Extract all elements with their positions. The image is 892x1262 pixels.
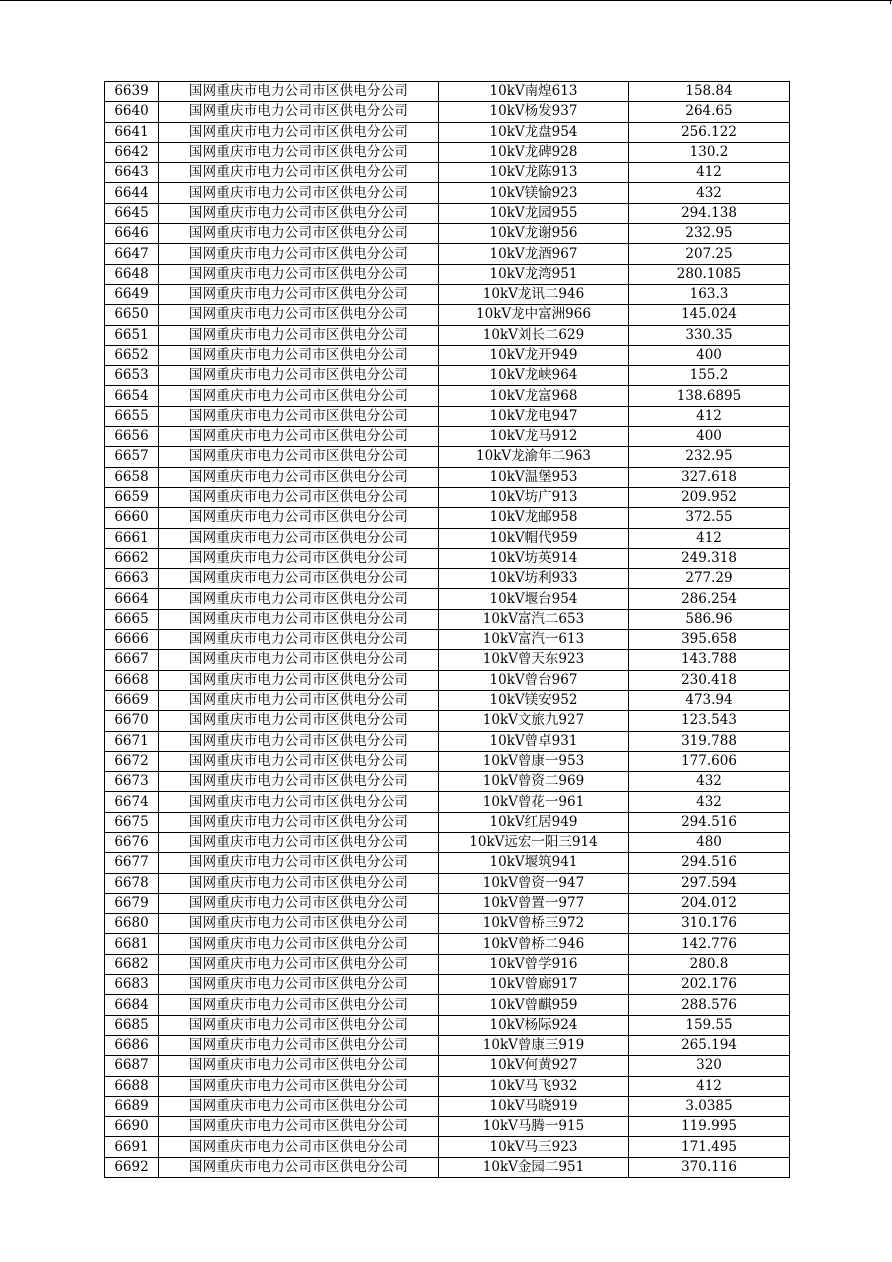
row-line-cell: 10kV坊广913 [439,487,629,507]
row-company-cell: 国网重庆市电力公司市区供电分公司 [159,82,439,102]
row-company-cell: 国网重庆市电力公司市区供电分公司 [159,366,439,386]
row-value-cell: 145.024 [629,305,790,325]
row-company-cell: 国网重庆市电力公司市区供电分公司 [159,812,439,832]
row-line-cell: 10kV龙邮958 [439,508,629,528]
table-row [105,325,790,345]
table-row [105,284,790,304]
row-value-cell: 232.95 [629,447,790,467]
table-row [105,995,790,1015]
row-line-cell: 10kV温堡953 [439,467,629,487]
row-line-cell: 10kV曾天东923 [439,650,629,670]
row-line-cell: 10kV曾廊917 [439,975,629,995]
table-row [105,589,790,609]
row-line-cell: 10kV曾花一961 [439,792,629,812]
row-id-cell: 6652 [105,345,159,365]
row-value-cell: 370.116 [629,1157,790,1177]
row-line-cell: 10kV曾学916 [439,954,629,974]
row-value-cell: 264.65 [629,102,790,122]
table-row [105,142,790,162]
row-company-cell: 国网重庆市电力公司市区供电分公司 [159,589,439,609]
row-id-cell: 6687 [105,1056,159,1076]
row-line-cell: 10kV远宏一阳三914 [439,832,629,852]
row-line-cell: 10kV何黄927 [439,1056,629,1076]
row-company-cell: 国网重庆市电力公司市区供电分公司 [159,832,439,852]
row-company-cell: 国网重庆市电力公司市区供电分公司 [159,427,439,447]
table-row [105,386,790,406]
row-line-cell: 10kV龙湾951 [439,264,629,284]
row-id-cell: 6678 [105,873,159,893]
row-value-cell: 294.138 [629,203,790,223]
row-id-cell: 6691 [105,1137,159,1157]
table-row [105,203,790,223]
row-id-cell: 6644 [105,183,159,203]
table-row [105,406,790,426]
row-id-cell: 6685 [105,1015,159,1035]
row-id-cell: 6647 [105,244,159,264]
row-value-cell: 119.995 [629,1117,790,1137]
row-id-cell: 6668 [105,670,159,690]
row-value-cell: 159.55 [629,1015,790,1035]
row-value-cell: 265.194 [629,1035,790,1055]
row-value-cell: 209.952 [629,487,790,507]
row-value-cell: 372.55 [629,508,790,528]
row-company-cell: 国网重庆市电力公司市区供电分公司 [159,203,439,223]
row-value-cell: 319.788 [629,731,790,751]
row-value-cell: 432 [629,772,790,792]
table-row [105,467,790,487]
row-company-cell: 国网重庆市电力公司市区供电分公司 [159,670,439,690]
row-id-cell: 6643 [105,163,159,183]
row-value-cell: 230.418 [629,670,790,690]
row-id-cell: 6666 [105,630,159,650]
table-row [105,1015,790,1035]
row-id-cell: 6657 [105,447,159,467]
row-company-cell: 国网重庆市电力公司市区供电分公司 [159,934,439,954]
row-value-cell: 277.29 [629,569,790,589]
row-id-cell: 6642 [105,142,159,162]
row-id-cell: 6661 [105,528,159,548]
table-row [105,772,790,792]
row-value-cell: 412 [629,163,790,183]
row-value-cell: 286.254 [629,589,790,609]
row-value-cell: 130.2 [629,142,790,162]
row-line-cell: 10kV曾桥三972 [439,914,629,934]
table-row [105,812,790,832]
row-value-cell: 280.1085 [629,264,790,284]
row-id-cell: 6641 [105,122,159,142]
row-line-cell: 10kV富汽二653 [439,609,629,629]
table-row [105,548,790,568]
row-line-cell: 10kV马腾一915 [439,1117,629,1137]
table-row [105,366,790,386]
row-line-cell: 10kV镁安952 [439,690,629,710]
table-row [105,122,790,142]
row-company-cell: 国网重庆市电力公司市区供电分公司 [159,467,439,487]
row-line-cell: 10kV杨发937 [439,102,629,122]
table-row [105,1137,790,1157]
row-line-cell: 10kV龙峡964 [439,366,629,386]
row-company-cell: 国网重庆市电力公司市区供电分公司 [159,954,439,974]
row-company-cell: 国网重庆市电力公司市区供电分公司 [159,995,439,1015]
table-row [105,832,790,852]
data-table [104,81,790,1178]
row-value-cell: 480 [629,832,790,852]
row-line-cell: 10kV龙富968 [439,386,629,406]
row-id-cell: 6653 [105,366,159,386]
row-line-cell: 10kV龙开949 [439,345,629,365]
row-value-cell: 412 [629,1076,790,1096]
row-line-cell: 10kV曾置一977 [439,893,629,913]
row-value-cell: 473.94 [629,690,790,710]
row-line-cell: 10kV曾麒959 [439,995,629,1015]
row-id-cell: 6650 [105,305,159,325]
row-id-cell: 6676 [105,832,159,852]
row-id-cell: 6683 [105,975,159,995]
row-company-cell: 国网重庆市电力公司市区供电分公司 [159,630,439,650]
table-row [105,1117,790,1137]
row-company-cell: 国网重庆市电力公司市区供电分公司 [159,325,439,345]
row-company-cell: 国网重庆市电力公司市区供电分公司 [159,873,439,893]
row-company-cell: 国网重庆市电力公司市区供电分公司 [159,284,439,304]
row-company-cell: 国网重庆市电力公司市区供电分公司 [159,163,439,183]
row-company-cell: 国网重庆市电力公司市区供电分公司 [159,975,439,995]
row-value-cell: 310.176 [629,914,790,934]
row-line-cell: 10kV龙电947 [439,406,629,426]
row-value-cell: 288.576 [629,995,790,1015]
table-row [105,82,790,102]
row-id-cell: 6680 [105,914,159,934]
row-id-cell: 6686 [105,1035,159,1055]
row-line-cell: 10kV曾台967 [439,670,629,690]
row-value-cell: 294.516 [629,812,790,832]
table-row [105,711,790,731]
row-value-cell: 395.658 [629,630,790,650]
row-value-cell: 163.3 [629,284,790,304]
row-value-cell: 412 [629,528,790,548]
row-company-cell: 国网重庆市电力公司市区供电分公司 [159,711,439,731]
row-value-cell: 320 [629,1056,790,1076]
row-line-cell: 10kV曾资二969 [439,772,629,792]
row-company-cell: 国网重庆市电力公司市区供电分公司 [159,569,439,589]
row-id-cell: 6658 [105,467,159,487]
row-company-cell: 国网重庆市电力公司市区供电分公司 [159,122,439,142]
row-value-cell: 432 [629,183,790,203]
table-row [105,975,790,995]
row-value-cell: 143.788 [629,650,790,670]
row-value-cell: 202.176 [629,975,790,995]
row-line-cell: 10kV龙讯二946 [439,284,629,304]
row-line-cell: 10kV曾资一947 [439,873,629,893]
table-row [105,751,790,771]
row-value-cell: 256.122 [629,122,790,142]
row-company-cell: 国网重庆市电力公司市区供电分公司 [159,386,439,406]
row-id-cell: 6688 [105,1076,159,1096]
row-id-cell: 6681 [105,934,159,954]
row-line-cell: 10kV曾康一953 [439,751,629,771]
table-row [105,447,790,467]
row-id-cell: 6684 [105,995,159,1015]
row-id-cell: 6660 [105,508,159,528]
row-value-cell: 586.96 [629,609,790,629]
table-row [105,224,790,244]
row-line-cell: 10kV曾卓931 [439,731,629,751]
row-value-cell: 400 [629,427,790,447]
row-value-cell: 330.35 [629,325,790,345]
row-company-cell: 国网重庆市电力公司市区供电分公司 [159,1015,439,1035]
row-company-cell: 国网重庆市电力公司市区供电分公司 [159,1117,439,1137]
row-company-cell: 国网重庆市电力公司市区供电分公司 [159,487,439,507]
row-line-cell: 10kV坊英914 [439,548,629,568]
row-line-cell: 10kV龙陈913 [439,163,629,183]
table-row [105,163,790,183]
row-value-cell: 207.25 [629,244,790,264]
row-line-cell: 10kV金园二951 [439,1157,629,1177]
row-line-cell: 10kV富汽一613 [439,630,629,650]
row-id-cell: 6649 [105,284,159,304]
row-line-cell: 10kV南煌613 [439,82,629,102]
row-id-cell: 6689 [105,1096,159,1116]
table-row [105,1157,790,1177]
row-id-cell: 6663 [105,569,159,589]
row-line-cell: 10kV马晓919 [439,1096,629,1116]
row-value-cell: 123.543 [629,711,790,731]
row-company-cell: 国网重庆市电力公司市区供电分公司 [159,224,439,244]
table-row [105,528,790,548]
table-row [105,630,790,650]
row-id-cell: 6645 [105,203,159,223]
row-id-cell: 6670 [105,711,159,731]
row-company-cell: 国网重庆市电力公司市区供电分公司 [159,264,439,284]
row-line-cell: 10kV龙谢956 [439,224,629,244]
row-line-cell: 10kV帽代959 [439,528,629,548]
table-row [105,183,790,203]
table-row [105,609,790,629]
row-id-cell: 6640 [105,102,159,122]
row-value-cell: 249.318 [629,548,790,568]
row-id-cell: 6648 [105,264,159,284]
table-row [105,731,790,751]
row-id-cell: 6654 [105,386,159,406]
row-line-cell: 10kV曾康三919 [439,1035,629,1055]
row-company-cell: 国网重庆市电力公司市区供电分公司 [159,406,439,426]
row-company-cell: 国网重庆市电力公司市区供电分公司 [159,508,439,528]
table-row [105,914,790,934]
row-line-cell: 10kV堰台954 [439,589,629,609]
row-value-cell: 3.0385 [629,1096,790,1116]
row-company-cell: 国网重庆市电力公司市区供电分公司 [159,142,439,162]
row-id-cell: 6673 [105,772,159,792]
table-row [105,1056,790,1076]
row-company-cell: 国网重庆市电力公司市区供电分公司 [159,893,439,913]
row-id-cell: 6659 [105,487,159,507]
table-row [105,670,790,690]
row-company-cell: 国网重庆市电力公司市区供电分公司 [159,345,439,365]
row-company-cell: 国网重庆市电力公司市区供电分公司 [159,1035,439,1055]
table-body [105,82,790,1178]
row-line-cell: 10kV龙碑928 [439,142,629,162]
row-value-cell: 400 [629,345,790,365]
row-value-cell: 232.95 [629,224,790,244]
row-line-cell: 10kV文旅九927 [439,711,629,731]
row-line-cell: 10kV坊利933 [439,569,629,589]
row-id-cell: 6651 [105,325,159,345]
row-company-cell: 国网重庆市电力公司市区供电分公司 [159,792,439,812]
row-id-cell: 6646 [105,224,159,244]
row-company-cell: 国网重庆市电力公司市区供电分公司 [159,183,439,203]
row-id-cell: 6674 [105,792,159,812]
row-id-cell: 6682 [105,954,159,974]
row-value-cell: 204.012 [629,893,790,913]
table-row [105,427,790,447]
row-line-cell: 10kV镁愉923 [439,183,629,203]
row-line-cell: 10kV马三923 [439,1137,629,1157]
row-value-cell: 142.776 [629,934,790,954]
row-id-cell: 6672 [105,751,159,771]
row-company-cell: 国网重庆市电力公司市区供电分公司 [159,751,439,771]
page-corner-mark [890,0,891,4]
row-id-cell: 6677 [105,853,159,873]
row-line-cell: 10kV龙园955 [439,203,629,223]
row-line-cell: 10kV马飞932 [439,1076,629,1096]
table-row [105,508,790,528]
row-line-cell: 10kV龙渝年二963 [439,447,629,467]
row-value-cell: 432 [629,792,790,812]
page-top-border [0,0,892,1]
row-id-cell: 6690 [105,1117,159,1137]
row-value-cell: 327.618 [629,467,790,487]
row-company-cell: 国网重庆市电力公司市区供电分公司 [159,853,439,873]
row-company-cell: 国网重庆市电力公司市区供电分公司 [159,102,439,122]
row-id-cell: 6639 [105,82,159,102]
row-value-cell: 280.8 [629,954,790,974]
row-line-cell: 10kV龙酒967 [439,244,629,264]
table-row [105,264,790,284]
table-row [105,792,790,812]
table-row [105,487,790,507]
row-company-cell: 国网重庆市电力公司市区供电分公司 [159,548,439,568]
row-value-cell: 177.606 [629,751,790,771]
row-id-cell: 6656 [105,427,159,447]
table-row [105,893,790,913]
table-row [105,873,790,893]
table-row [105,569,790,589]
row-line-cell: 10kV刘长二629 [439,325,629,345]
row-id-cell: 6675 [105,812,159,832]
table-row [105,1096,790,1116]
row-id-cell: 6667 [105,650,159,670]
row-value-cell: 138.6895 [629,386,790,406]
row-id-cell: 6679 [105,893,159,913]
row-company-cell: 国网重庆市电力公司市区供电分公司 [159,244,439,264]
row-line-cell: 10kV龙盘954 [439,122,629,142]
row-company-cell: 国网重庆市电力公司市区供电分公司 [159,528,439,548]
row-company-cell: 国网重庆市电力公司市区供电分公司 [159,772,439,792]
table-row [105,954,790,974]
table-row [105,1076,790,1096]
row-company-cell: 国网重庆市电力公司市区供电分公司 [159,1076,439,1096]
row-value-cell: 297.594 [629,873,790,893]
row-value-cell: 155.2 [629,366,790,386]
row-company-cell: 国网重庆市电力公司市区供电分公司 [159,609,439,629]
row-company-cell: 国网重庆市电力公司市区供电分公司 [159,731,439,751]
table-row [105,244,790,264]
row-id-cell: 6665 [105,609,159,629]
row-line-cell: 10kV龙中富洲966 [439,305,629,325]
row-value-cell: 412 [629,406,790,426]
row-company-cell: 国网重庆市电力公司市区供电分公司 [159,1137,439,1157]
row-line-cell: 10kV曾桥二946 [439,934,629,954]
table-row [105,102,790,122]
row-id-cell: 6664 [105,589,159,609]
table-row [105,1035,790,1055]
row-line-cell: 10kV杨际924 [439,1015,629,1035]
row-company-cell: 国网重庆市电力公司市区供电分公司 [159,1157,439,1177]
row-id-cell: 6671 [105,731,159,751]
row-line-cell: 10kV龙马912 [439,427,629,447]
row-id-cell: 6662 [105,548,159,568]
row-company-cell: 国网重庆市电力公司市区供电分公司 [159,690,439,710]
row-line-cell: 10kV红居949 [439,812,629,832]
row-company-cell: 国网重庆市电力公司市区供电分公司 [159,305,439,325]
row-company-cell: 国网重庆市电力公司市区供电分公司 [159,447,439,467]
row-company-cell: 国网重庆市电力公司市区供电分公司 [159,1096,439,1116]
row-id-cell: 6692 [105,1157,159,1177]
table-row [105,934,790,954]
table-row [105,853,790,873]
table-row [105,650,790,670]
row-company-cell: 国网重庆市电力公司市区供电分公司 [159,650,439,670]
row-company-cell: 国网重庆市电力公司市区供电分公司 [159,914,439,934]
row-company-cell: 国网重庆市电力公司市区供电分公司 [159,1056,439,1076]
table-row [105,305,790,325]
row-line-cell: 10kV堰筑941 [439,853,629,873]
row-value-cell: 158.84 [629,82,790,102]
row-id-cell: 6655 [105,406,159,426]
row-value-cell: 171.495 [629,1137,790,1157]
table-row [105,690,790,710]
table-row [105,345,790,365]
row-id-cell: 6669 [105,690,159,710]
row-value-cell: 294.516 [629,853,790,873]
